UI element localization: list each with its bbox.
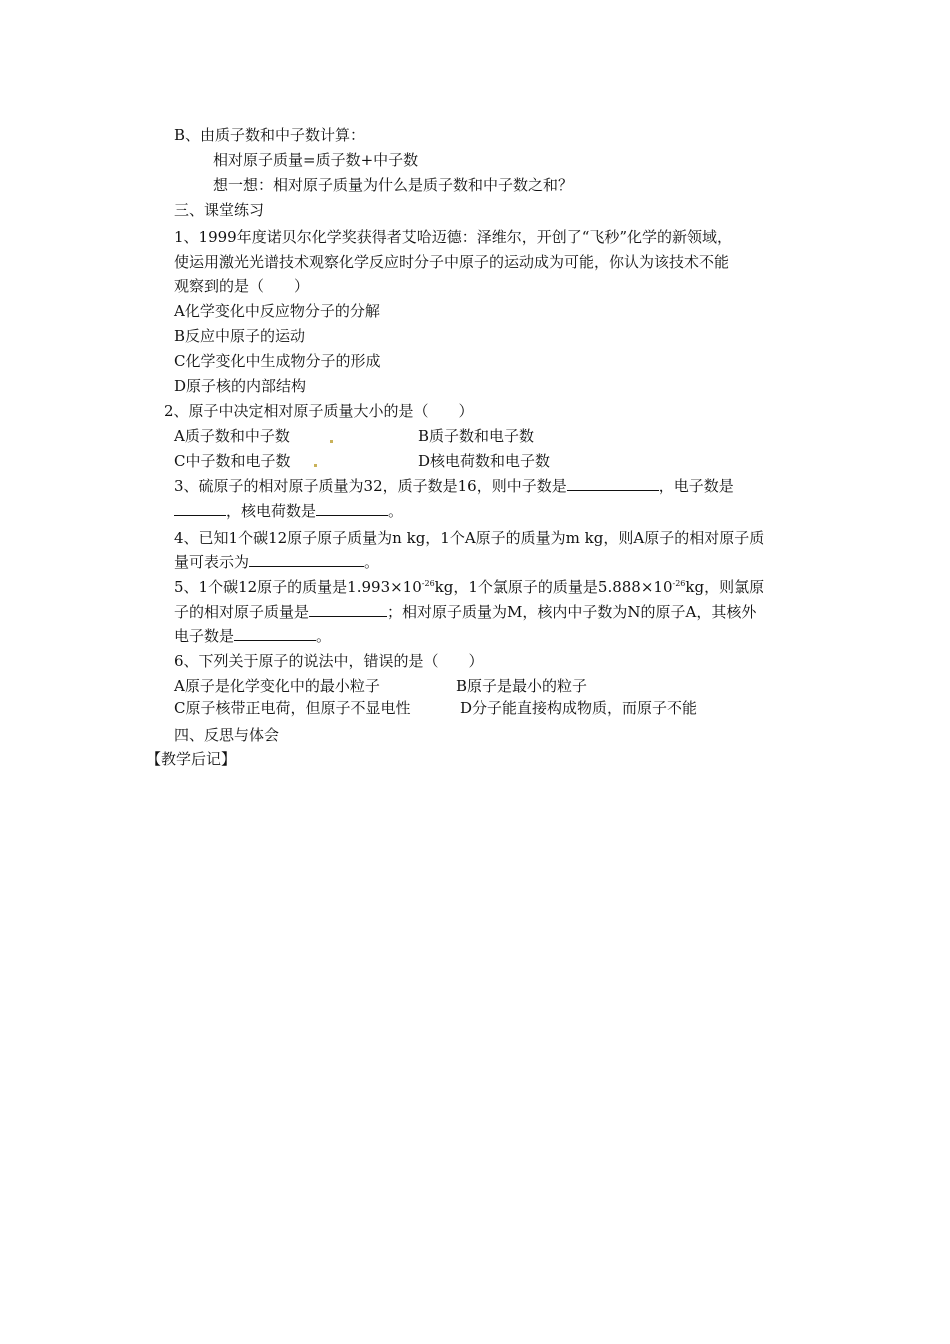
stray-dot bbox=[314, 464, 317, 467]
q5-text: kg，则氯原 bbox=[685, 578, 765, 596]
q3-text: 。 bbox=[388, 502, 404, 520]
q6-option-b: B原子是最小的粒子 bbox=[456, 677, 588, 695]
q3-blank-nuclear-charge[interactable] bbox=[316, 500, 388, 516]
teaching-postscript: 【教学后记】 bbox=[146, 750, 237, 768]
formula-line: 相对原子质量=质子数+中子数 bbox=[213, 151, 419, 169]
q1-option-d: D原子核的内部结构 bbox=[174, 377, 307, 395]
q4-line1: 4、已知1个碳12原子原子质量为n kg，1个A原子的质量为m kg，则A原子的相对原子质 bbox=[174, 529, 765, 547]
q5-text: 电子数是 bbox=[174, 627, 235, 645]
q1-option-c: C化学变化中生成物分子的形成 bbox=[174, 352, 381, 370]
q6-option-a: A原子是化学变化中的最小粒子 bbox=[174, 677, 380, 695]
q2-option-c: C中子数和电子数 bbox=[174, 452, 291, 470]
q5-line1 bbox=[174, 576, 764, 598]
q4-line2 bbox=[174, 551, 379, 573]
q3-text: ，电子数是 bbox=[658, 477, 734, 495]
think-line: 想一想：相对原子质量为什么是质子数和中子数之和？ bbox=[213, 176, 574, 194]
q6-option-d: D分子能直接构成物质，而原子不能 bbox=[460, 699, 698, 717]
q3-text: ，核电荷数是 bbox=[226, 502, 317, 520]
q2-option-a: A质子数和中子数 bbox=[174, 427, 290, 445]
q5-exponent: -26 bbox=[421, 579, 435, 588]
q4-blank[interactable] bbox=[249, 551, 364, 567]
q1-line1: 1、1999年度诺贝尔化学奖获得者艾哈迈德：泽维尔，开创了“飞秒”化学的新领域， bbox=[174, 228, 733, 246]
q2-stem: 2、原子中决定相对原子质量大小的是（ ） bbox=[164, 402, 474, 420]
q1-line2: 使运用激光光谱技术观察化学反应时分子中原子的运动成为可能，你认为该技术不能 bbox=[174, 253, 730, 271]
q5-line2 bbox=[174, 601, 756, 623]
q2-option-b: B质子数和电子数 bbox=[418, 427, 535, 445]
q5-line3 bbox=[174, 625, 331, 647]
q3-line1 bbox=[174, 475, 734, 497]
q3-text: 3、硫原子的相对原子质量为32，质子数是16，则中子数是 bbox=[174, 477, 567, 495]
q4-text: 量可表示为 bbox=[174, 553, 250, 571]
q2-option-d: D核电荷数和电子数 bbox=[418, 452, 551, 470]
q3-blank-neutrons[interactable] bbox=[567, 475, 659, 491]
q6-option-c: C原子核带正电荷，但原子不显电性 bbox=[174, 699, 411, 717]
q1-option-a: A化学变化中反应物分子的分解 bbox=[174, 302, 380, 320]
q6-stem: 6、下列关于原子的说法中，错误的是（ ） bbox=[174, 652, 484, 670]
section-3-title: 三、课堂练习 bbox=[174, 201, 265, 219]
section-4-title: 四、反思与体会 bbox=[174, 726, 280, 744]
q5-exponent: -26 bbox=[672, 579, 686, 588]
section-b-heading: B、由质子数和中子数计算： bbox=[174, 126, 366, 144]
q5-blank-relative-mass[interactable] bbox=[309, 601, 387, 617]
q1-option-b: B反应中原子的运动 bbox=[174, 327, 306, 345]
q1-line3: 观察到的是（ ） bbox=[174, 277, 310, 295]
stray-dot bbox=[330, 440, 333, 443]
q4-text: 。 bbox=[364, 553, 380, 571]
q5-text: 。 bbox=[316, 627, 332, 645]
q5-text: 子的相对原子质量是 bbox=[174, 603, 310, 621]
q5-text: kg，1个氯原子的质量是5.888×10 bbox=[434, 578, 673, 596]
q3-line2 bbox=[174, 500, 403, 522]
q5-text: ；相对原子质量为M，核内中子数为N的原子A，其核外 bbox=[387, 603, 757, 621]
q5-blank-electrons[interactable] bbox=[234, 625, 316, 641]
q3-blank-electrons[interactable] bbox=[174, 500, 226, 516]
q5-text: 5、1个碳12原子的质量是1.993×10 bbox=[174, 578, 422, 596]
